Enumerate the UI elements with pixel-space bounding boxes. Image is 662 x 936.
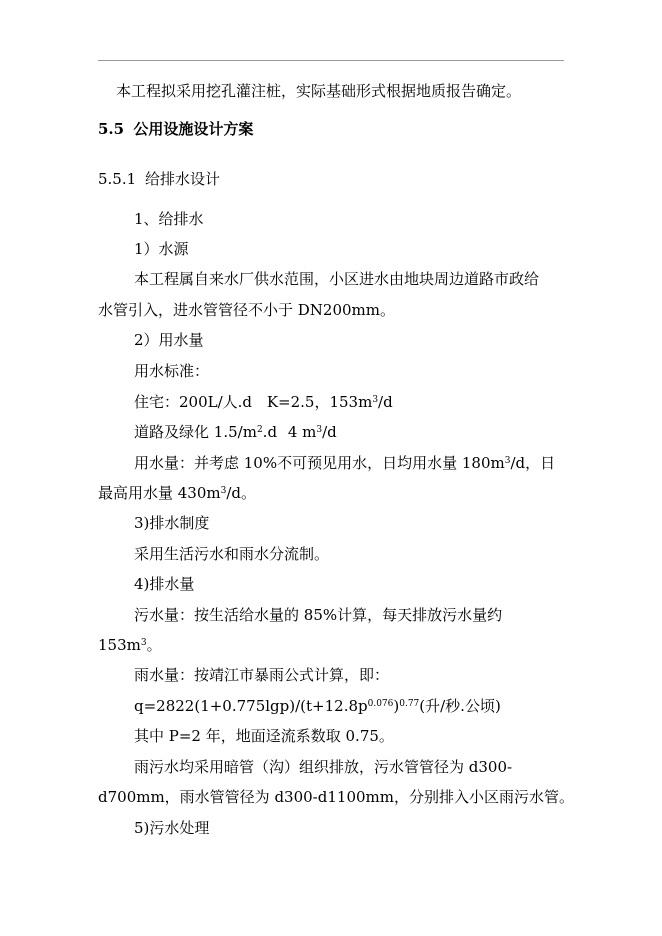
superscript: 3 [220, 486, 227, 496]
pipes-line-2: d700mm，雨水管管径为 d300-d1100mm，分别排入小区雨污水管。 [98, 788, 574, 806]
item-1-4: 4)排水量 [134, 575, 195, 593]
residential-k: K=2.5， [266, 393, 330, 411]
road-green-vol-unit: /d [322, 423, 337, 441]
road-green-rate: 1.5/m [213, 423, 257, 441]
drainage-system: 采用生活污水和雨水分流制。 [134, 545, 330, 563]
item-1-3: 3)排水制度 [134, 514, 210, 532]
residential-unit: /d [378, 393, 393, 411]
road-green-standard [134, 421, 337, 443]
water-usage-unit: /d，日 [510, 454, 556, 472]
water-source-line-1: 本工程属自来水厂供水范围，小区进水由地块周边道路市政给 [134, 270, 540, 288]
max-usage-unit: /d。 [226, 484, 257, 502]
superscript: 3 [140, 638, 147, 648]
paragraph-foundation: 本工程拟采用挖孔灌注桩，实际基础形式根据地质报告确定。 [116, 82, 522, 100]
subsection-title: 给排水设计 [144, 170, 220, 188]
water-usage-line-1 [134, 452, 555, 474]
section-number: 5.5 [98, 120, 125, 138]
item-1-2: 2）用水量 [134, 331, 204, 349]
superscript: 0.076 [367, 699, 394, 709]
residential-label: 住宅： [134, 393, 180, 411]
superscript: 0.77 [399, 699, 420, 709]
sewage-line-1: 污水量：按生活给水量的 85%计算，每天排放污水量约 [134, 606, 503, 624]
section-title: 公用设施设计方案 [133, 120, 254, 138]
sewage-end: 。 [146, 636, 162, 654]
superscript: 3 [504, 456, 511, 466]
residential-volume: 153m [329, 393, 373, 411]
road-green-label: 道路及绿化 [134, 423, 210, 441]
formula-part-1: q=2822(1+0.775lgp)/(t+12.8p [134, 697, 368, 715]
formula-part-2: ) [393, 697, 400, 715]
item-1-5: 5)污水处理 [134, 819, 210, 837]
section-heading-5-5 [98, 118, 253, 140]
subsection-number: 5.5.1 [98, 170, 137, 188]
road-green-rate-unit: .d [262, 423, 278, 441]
rain-label: 雨水量：按靖江市暴雨公式计算，即： [134, 666, 390, 684]
water-usage-text: 用水量：并考虑 10%不可预见用水，日均用水量 180m [134, 454, 505, 472]
item-1: 1、给排水 [134, 210, 204, 228]
pipes-line-1: 雨污水均采用暗管（沟）组织排放，污水管管径为 d300- [134, 758, 513, 776]
water-source-line-2: 水管引入，进水管管径不小于 DN200mm。 [98, 301, 395, 319]
road-green-volume: 4 m [287, 423, 317, 441]
superscript: 2 [256, 425, 263, 435]
max-usage-text: 最高用水量 430m [98, 484, 221, 502]
sewage-volume: 153m [98, 636, 141, 654]
water-usage-line-2 [98, 482, 256, 504]
rain-formula [134, 695, 501, 717]
superscript: 3 [372, 395, 379, 405]
sewage-line-2 [98, 634, 162, 656]
subsection-heading-5-5-1 [98, 168, 220, 190]
superscript: 3 [316, 425, 323, 435]
item-1-1: 1）水源 [134, 240, 189, 258]
standard-label: 用水标准： [134, 362, 210, 380]
params: 其中 P=2 年，地面迳流系数取 0.75。 [134, 727, 394, 745]
residential-rate: 200L/人.d [179, 393, 253, 411]
residential-standard [134, 391, 393, 413]
header-rule [98, 60, 564, 61]
formula-part-3: (升/秒.公顷) [419, 697, 501, 715]
